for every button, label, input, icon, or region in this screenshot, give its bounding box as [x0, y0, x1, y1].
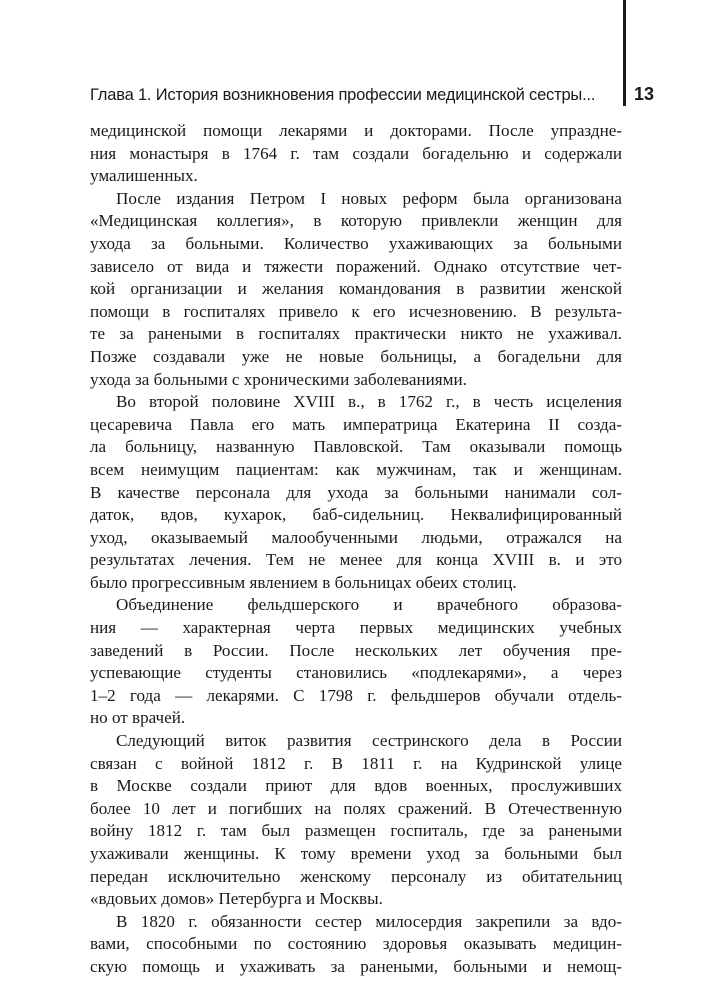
text-line: связан с войной 1812 г. В 1811 г. на Кудринской улице	[90, 753, 622, 773]
text-line: После издания Петром I новых реформ была организована	[116, 188, 622, 208]
text-line: более 10 лет и погибших на полях сражений. В Отечественную	[90, 798, 622, 818]
text-line: цесаревича Павла его мать императрица Екатерина II созда-	[90, 414, 622, 434]
text-line: ния монастыря в 1764 г. там создали богадельню и содержали	[90, 143, 622, 163]
text-line: «вдовьих домов» Петербурга и Москвы.	[90, 889, 383, 909]
text-line: ухаживали женщины. К тому времени уход за больными был	[90, 844, 622, 863]
text-line: умалишенных.	[90, 166, 198, 186]
running-header: Глава 1. История возникновения профессии медицинской сестры...	[90, 86, 596, 104]
text-line: вами, способными по состоянию здоровья оказывать медицин-	[90, 934, 622, 954]
text-line: помощи в госпиталях привело к его исчезновению. В результа-	[90, 301, 622, 321]
text-line: заведений в России. После нескольких лет обучения пре-	[90, 640, 622, 660]
text-line: кой организации и желания командования в развитии женской	[90, 279, 622, 299]
text-line: войну 1812 г. там был размещен госпиталь, где за ранеными	[90, 821, 622, 841]
text-line: ухода за больными. Количество ухаживающих за больными	[90, 233, 622, 253]
body-text	[90, 120, 622, 979]
text-line: В 1820 г. обязанности сестер милосердия закрепили за вдо-	[116, 911, 622, 931]
text-line: «Медицинская коллегия», в которую привлекли женщин для	[90, 211, 622, 231]
text-line: в Москве создали приют для вдов военных, прослуживших	[90, 776, 622, 796]
text-line: результатах лечения. Тем не менее для конца XVIII в. и это	[90, 550, 622, 570]
text-line: ния — характерная черта первых медицинских учебных	[90, 618, 622, 638]
text-line: даток, вдов, кухарок, баб-сидельниц. Неквалифицированный	[90, 505, 622, 525]
text-line: ухода за больными с хроническими заболеваниями.	[90, 369, 467, 389]
text-line: было прогрессивным явлением в больницах обеих столиц.	[90, 572, 517, 592]
text-line: но от врачей.	[90, 708, 186, 728]
text-line: передан исключительно женскому персоналу из обитательниц	[90, 866, 622, 886]
text-line: зависело от вида и тяжести поражений. Однако отсутствие чет-	[90, 256, 622, 276]
text-line: всем неимущим пациентам: как мужчинам, так и женщинам.	[90, 459, 622, 479]
text-line: Позже создавали уже не новые больницы, а богадельни для	[90, 346, 622, 366]
text-line: Во второй половине XVIII в., в 1762 г., в честь исцеления	[116, 392, 622, 412]
text-line: успевающие студенты становились «подлекарями», а через	[90, 663, 622, 683]
text-line: медицинской помощи лекарями и докторами. После упразднe-	[90, 121, 622, 140]
text-line: В качестве персонала для ухода за больными нанимали сол-	[90, 482, 622, 502]
text-line: Объединение фельдшерского и врачебного образова-	[116, 595, 622, 615]
text-line: уход, оказываемый малообученными людьми, отражался на	[90, 527, 622, 547]
text-line: скую помощь и ухаживать за ранеными, больными и немощ-	[90, 956, 622, 976]
text-line: 1–2 года — лекарями. С 1798 г. фельдшеров обучали отдель-	[90, 685, 622, 705]
text-line: те за ранеными в госпиталях практически никто не ухаживал.	[90, 324, 622, 344]
text-line: Следующий виток развития сестринского дела в России	[116, 731, 622, 751]
text-line: ла больницу, названную Павловской. Там оказывали помощь	[90, 437, 622, 457]
margin-rule	[623, 0, 626, 106]
page-number: 13	[634, 84, 655, 104]
